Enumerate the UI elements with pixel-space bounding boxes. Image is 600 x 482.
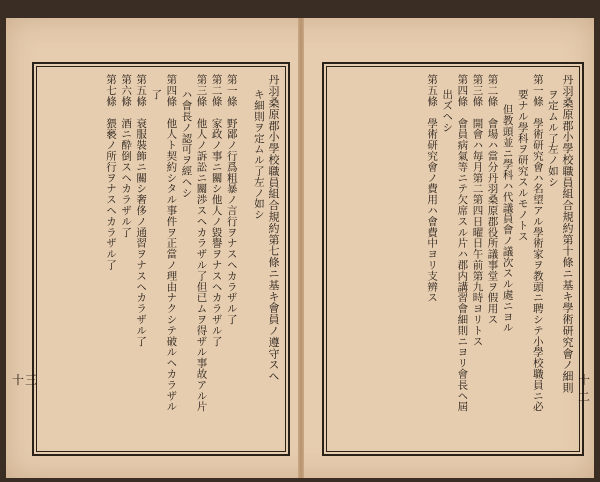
left-col-2: 第一條 野鄙ノ行爲粗暴ノ言行ヲナスヘカラザル了 bbox=[225, 74, 238, 325]
right-col-5: 第二條 會場ハ當分丹羽桑原郡役所議事堂ヲ假用ス bbox=[486, 74, 499, 325]
right-col-8: 出ズヘシ bbox=[441, 89, 454, 133]
left-col-1: キ細則ヲ定ムル了左ノ如シ bbox=[252, 89, 265, 220]
left-page-frame bbox=[32, 62, 290, 456]
right-col-3: 要ナル學科ヲ研究スルモノトス bbox=[516, 89, 529, 242]
left-col-10: 第七條 猥褻ノ所行ヲナスヘカラザル了 bbox=[104, 74, 117, 271]
left-col-4: 第三條 他人ノ訴訟ニ關渉スヘカラザル了但已ムヲ得ザル事故アル片 bbox=[195, 74, 208, 412]
left-col-3: 第二條 家政ノ事ニ關シ他人ノ毀譽ヲナスヘカラザル了 bbox=[210, 74, 223, 347]
left-col-6: 第四條 他人ト契約シタル事件ヲ正當ノ理由ナクシテ破ルヘカラザル bbox=[165, 74, 178, 412]
right-col-0: 丹羽桑原郡小學校職員組合規約第十條ニ基キ學術研究會ノ細則 bbox=[561, 74, 574, 394]
right-page-frame bbox=[322, 62, 584, 456]
right-col-2: 第一條 學術研究會ハ名望アル學術家ヲ教頭ニ聘シテ小學校職員ニ必 bbox=[531, 74, 544, 412]
left-page bbox=[6, 18, 298, 478]
left-page-text bbox=[42, 74, 280, 446]
right-page-number: 十二 bbox=[578, 373, 592, 404]
left-col-0: 丹羽桑原郡小學校職員組合規約第七條ニ基キ會員ノ遵守スヘ bbox=[267, 74, 280, 382]
left-col-5: ハ會長ノ認可ヲ經ヘシ bbox=[180, 89, 193, 198]
left-col-8: 第五條 衰服裝飾ニ關シ奢侈ノ通習ヲナスヘカラザル了 bbox=[135, 74, 148, 347]
right-col-1: ヲ定ムル了左ノ如シ bbox=[546, 89, 559, 188]
right-page-text bbox=[332, 74, 574, 446]
left-col-7: 了 bbox=[150, 89, 163, 100]
book-spread bbox=[6, 18, 594, 478]
left-col-9: 第六條 酒ニ酔倒スヘカラザル了 bbox=[120, 74, 133, 238]
right-page bbox=[304, 18, 594, 478]
right-col-4: 但教頭並ニ學科ハ代議員會ノ議次スル處ニヨル bbox=[501, 104, 514, 333]
right-col-6: 第三條 開會ハ毎月第二第四日曜日午前第九時ヨリトス bbox=[471, 74, 484, 347]
left-spacer bbox=[240, 74, 250, 446]
right-col-7: 第四條 會員病氣等ニテ欠席スル片ハ郡内講習會細則ニヨリ會長ヘ屆 bbox=[456, 74, 469, 412]
left-page-number: 十三 bbox=[12, 373, 39, 387]
right-col-9: 第五條 學術研究會ノ費用ハ會費中ヨリ支辨ス bbox=[426, 74, 439, 303]
